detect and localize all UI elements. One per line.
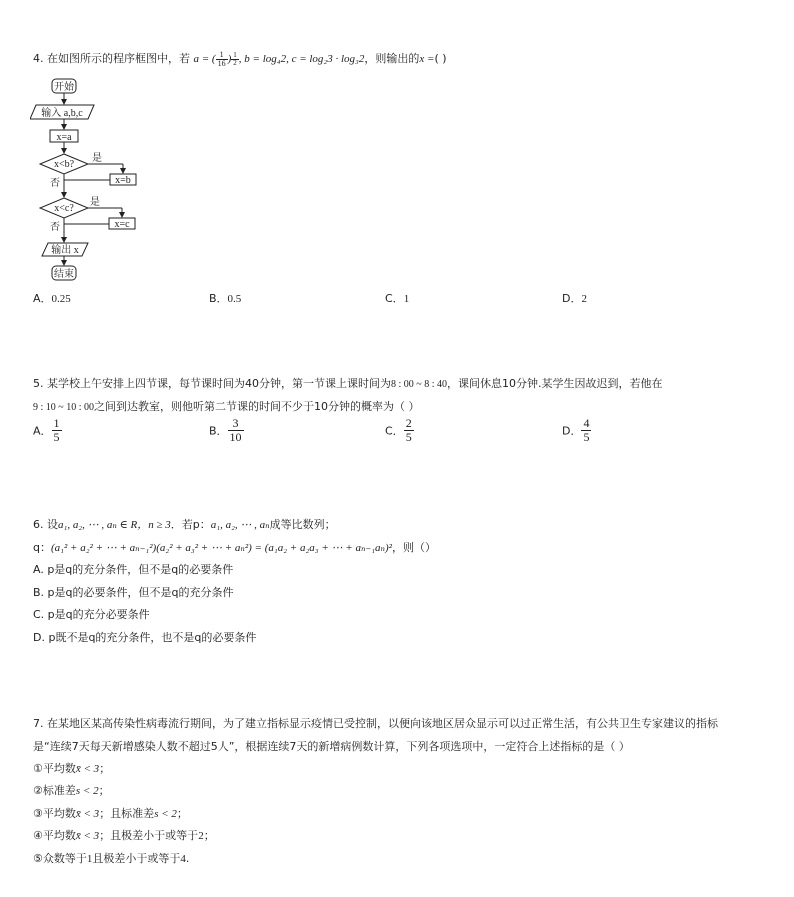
q4-option-c[interactable]: C．1 [385,292,410,305]
q5-line2: 9 : 10 ~ 10 : 00之间到达教室，则他听第二节课的时间不少于10分钟的概率为（ ） [33,400,420,413]
q5-time-1: 8 : 00 ~ 8 : 40 [391,379,447,390]
q7-line2: 是“连续7天每天新增感染人数不超过5人”，根据连续7天的新增病例数计算，下列各项选项中，一定符合上述指标的是（ ） [33,740,630,753]
flow-input-label: 输入 a,b,c [41,108,83,119]
q4-stem-var: x = [419,53,435,65]
flow-assign-c-label: x=c [114,219,130,230]
q5-number: 5. [33,377,44,390]
q4-stem-text-b: ，则输出的 [364,52,420,65]
flow-no2-label: 否 [50,222,60,233]
flow-end-label: 结束 [54,269,74,280]
q7-item-4[interactable]: ④平均数x̄ < 3；且极差小于或等于2； [33,829,215,842]
q5-line1: 5. 某学校上午安排上四节课，每节课时间为40分钟，第一节课上课时间为8 : 00 ~ 8 : 40，课间休息10分钟.某学生因故迟到，若他在 [33,377,663,390]
q6-option-d[interactable]: D. p既不是q的充分条件，也不是q的必要条件 [33,631,257,644]
q6-option-a[interactable]: A. p是q的充分条件，但不是q的必要条件 [33,563,234,576]
q5-time-2: 9 : 10 ~ 10 : 00 [33,402,94,413]
q6-option-c[interactable]: C. p是q的充分必要条件 [33,608,150,621]
q4-cond-a-fraction: $\frac{1}{16}$ [217,49,226,68]
q4-option-d[interactable]: D．2 [562,292,587,305]
q6-line1: 6. 设a₁, a₂, ⋯ , aₙ ∈ R，n ≥ 3．若p：a₁, a₂, ⋯ , aₙ成等比数列； [33,518,336,531]
q5-option-a[interactable]: A． $\frac{1}{5}$ [33,416,60,444]
q4-cond-a-power: $\frac{1}{2}$ [233,50,237,67]
q6-line2: q：(a₁² + a₂² + ⋯ + aₙ₋₁²)(a₂² + a₃² + ⋯ + aₙ²) = (a₁a₂ + a₂a₃ + ⋯ + aₙ₋₁aₙ)²，则（） [33,541,436,554]
q4-stem: 4. 在如图所示的程序框图中，若 a = ( $\frac{1}{16}$ ) $\frac{1}{2}$ , b = log₄2, c = log₂3 · log₃2，则输出的x =( ) [33,49,447,68]
q5-option-b[interactable]: B． $\frac{3}{10}$ [209,416,242,444]
q7-item-5[interactable]: ⑤众数等于1且极差小于或等于4. [33,852,190,865]
flow-yes2-label: 是 [90,197,100,208]
q4-option-a[interactable]: A．0.25 [33,292,71,305]
q4-cond-rest: , b = log₄2, c = log₂3 · log₃2 [238,53,365,65]
flow-output-label: 输出 x [51,245,79,256]
flow-cond1-label: x<b? [53,159,75,170]
flow-cond2-label: x<c? [54,203,74,214]
q4-stem-text-a: 在如图所示的程序框图中，若 [47,52,190,65]
flow-no1-label: 否 [50,178,60,189]
q7-number: 7. [33,717,44,730]
q4-cond-a: a = ( [193,53,216,65]
q5-option-d[interactable]: D． $\frac{4}{5}$ [562,416,590,444]
flow-yes1-label: 是 [92,153,102,164]
q6-option-b[interactable]: B. p是q的必要条件，但不是q的充分条件 [33,586,234,599]
q4-stem-text-c: ( ) [434,52,447,65]
q6-number: 6. [33,518,44,531]
q5-option-c[interactable]: C． $\frac{2}{5}$ [385,416,412,444]
q4-option-b[interactable]: B．0.5 [209,292,242,305]
q4-number: 4. [33,52,44,65]
q7-item-2[interactable]: ②标准差s < 2； [33,784,110,797]
q7-item-3[interactable]: ③平均数x̄ < 3；且标准差s < 2； [33,807,188,820]
q7-line1: 7. 在某地区某高传染性病毒流行期间，为了建立指标显示疫情已受控制，以便向该地区居众显示可以过正常生活，有公共卫生专家建议的指标 [33,717,718,730]
flow-start-label: 开始 [54,82,74,93]
flow-assign-b-label: x=b [115,175,131,186]
flow-assign-label: x=a [56,132,72,143]
q7-item-1[interactable]: ①平均数x̄ < 3； [33,762,111,775]
q4-flowchart [30,76,150,286]
